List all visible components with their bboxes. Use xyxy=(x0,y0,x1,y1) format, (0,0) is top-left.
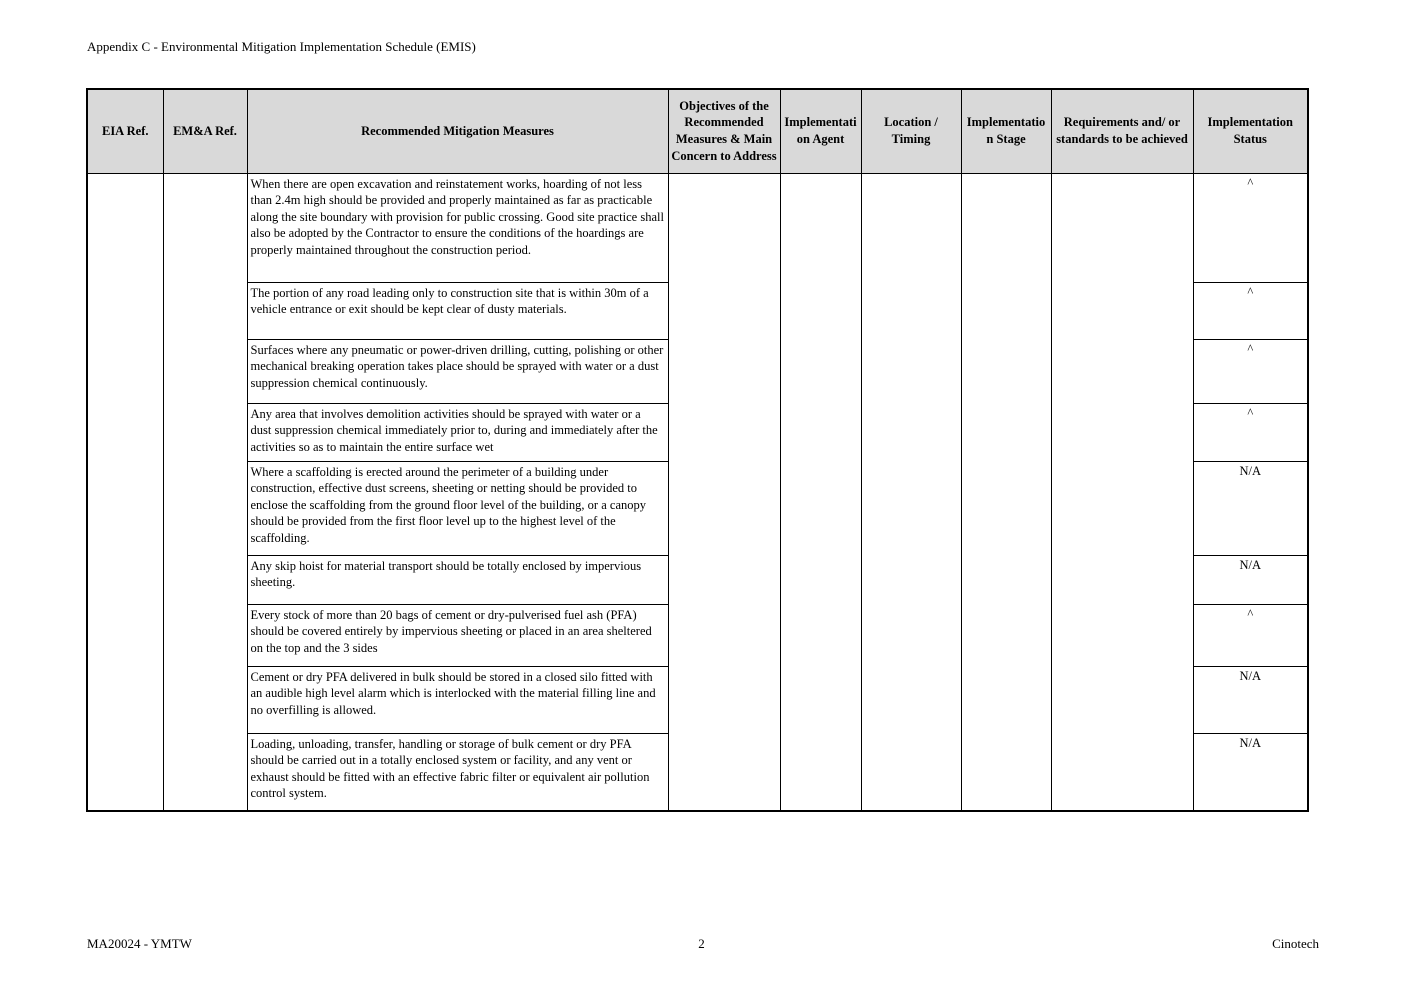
measure-cell: Any skip hoist for material transport should be totally enclosed by impervious sheeting. xyxy=(247,555,668,604)
status-cell: ^ xyxy=(1193,403,1308,461)
status-cell: ^ xyxy=(1193,173,1308,282)
objectives-column-cell xyxy=(668,173,780,811)
table-row xyxy=(87,173,1308,282)
col-header-requirements: Requirements and/ or standards to be achieved xyxy=(1051,89,1193,173)
measure-cell: Any area that involves demolition activities should be sprayed with water or a dust suppression chemical immediately prior to, during and immediately after the activities so as to maintain the entire surface wet xyxy=(247,403,668,461)
ema-ref-column-cell xyxy=(163,173,247,811)
measure-cell: The portion of any road leading only to construction site that is within 30m of a vehicle entrance or exit should be kept clear of dusty materials. xyxy=(247,282,668,339)
col-header-eia-ref: EIA Ref. xyxy=(87,89,163,173)
col-header-implementation-agent: Implementation Agent xyxy=(780,89,861,173)
footer-company-name: Cinotech xyxy=(1272,936,1319,951)
measure-cell: Loading, unloading, transfer, handling or storage of bulk cement or dry PFA should be carried out in a totally enclosed system or facility, and any vent or exhaust should be fitted with an effective fabric filter or equivalent air pollution control system. xyxy=(247,733,668,811)
col-header-implementation-status: Implementation Status xyxy=(1193,89,1308,173)
measure-cell: Where a scaffolding is erected around the perimeter of a building under construction, effective dust screens, sheeting or netting should be provided to enclose the scaffolding from the ground floor level of the building, or a canopy should be provided from the first floor level up to the highest level of the scaffolding. xyxy=(247,461,668,555)
measure-cell: When there are open excavation and reinstatement works, hoarding of not less than 2.4m high should be provided and properly maintained as far as practicable along the site boundary with provision for public crossing. Good site practice shall also be adopted by the Contractor to ensure the conditions of the hoardings are properly maintained throughout the construction period. xyxy=(247,173,668,282)
status-cell: ^ xyxy=(1193,339,1308,403)
col-header-objectives: Objectives of the Recommended Measures & Main Concern to Address xyxy=(668,89,780,173)
footer-page-number: 2 xyxy=(698,936,705,951)
requirements-column-cell xyxy=(1051,173,1193,811)
implementation-agent-column-cell xyxy=(780,173,861,811)
col-header-measures: Recommended Mitigation Measures xyxy=(247,89,668,173)
status-cell: N/A xyxy=(1193,555,1308,604)
location-timing-column-cell xyxy=(861,173,961,811)
status-cell: N/A xyxy=(1193,461,1308,555)
page-title: Appendix C - Environmental Mitigation Implementation Schedule (EMIS) xyxy=(87,39,476,54)
col-header-location-timing: Location / Timing xyxy=(861,89,961,173)
eia-ref-column-cell xyxy=(87,173,163,811)
status-cell: ^ xyxy=(1193,282,1308,339)
col-header-implementation-stage: Implementation Stage xyxy=(961,89,1051,173)
status-cell: N/A xyxy=(1193,733,1308,811)
status-cell: ^ xyxy=(1193,604,1308,666)
col-header-ema-ref: EM&A Ref. xyxy=(163,89,247,173)
emis-table xyxy=(86,88,1309,812)
measure-cell: Every stock of more than 20 bags of cement or dry-pulverised fuel ash (PFA) should be covered entirely by impervious sheeting or placed in an area sheltered on the top and the 3 sides xyxy=(247,604,668,666)
footer-project-ref: MA20024 - YMTW xyxy=(87,936,192,951)
status-cell: N/A xyxy=(1193,666,1308,733)
table-header-row xyxy=(87,89,1308,173)
measure-cell: Surfaces where any pneumatic or power-driven drilling, cutting, polishing or other mechanical breaking operation takes place should be sprayed with water or a dust suppression chemical continuously. xyxy=(247,339,668,403)
implementation-stage-column-cell xyxy=(961,173,1051,811)
measure-cell: Cement or dry PFA delivered in bulk should be stored in a closed silo fitted with an audible high level alarm which is interlocked with the material filling line and no overfilling is allowed. xyxy=(247,666,668,733)
